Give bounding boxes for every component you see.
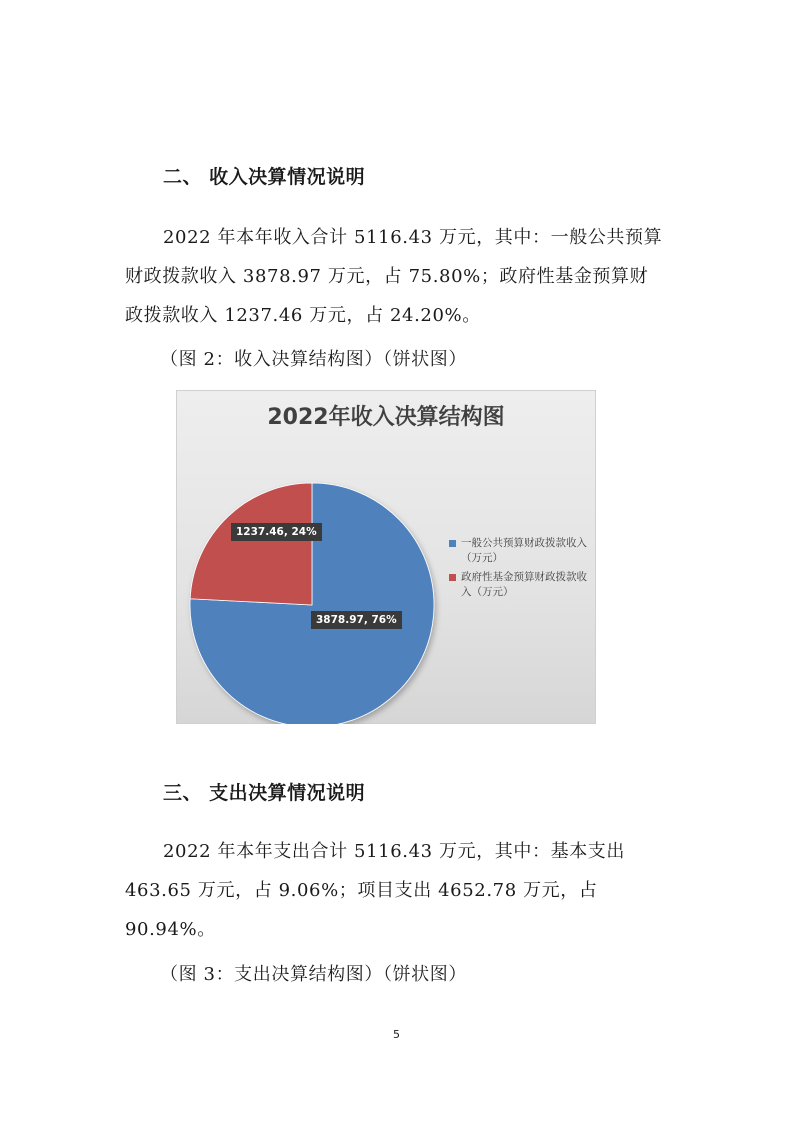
section2-heading: 二、 收入决算情况说明 xyxy=(163,166,366,188)
figure3-caption: （图 3：支出决算结构图）（饼状图） xyxy=(160,964,467,985)
figure2-caption: （图 2：收入决算结构图）（饼状图） xyxy=(160,349,467,370)
section2-paragraph-text: 2022 年本年收入合计 5116.43 万元，其中：一般公共预算财政拨款收入 3878.97 万元，占 75.80%；政府性基金预算财政拨款收入 1237.46 万元，占 24.20%。 xyxy=(125,227,663,326)
legend-swatch-red xyxy=(449,574,456,581)
legend-swatch-blue xyxy=(449,540,456,547)
legend-item-1 xyxy=(449,570,589,600)
legend-label-0: 一般公共预算财政拨款收入（万元） xyxy=(461,537,587,564)
pie-data-label-1: 1237.46, 24% xyxy=(231,523,322,541)
legend-item-0 xyxy=(449,536,589,566)
section3-heading: 三、 支出决算情况说明 xyxy=(163,782,366,804)
chart-legend xyxy=(449,536,589,604)
page-number: 5 xyxy=(393,1028,400,1041)
pie-slice-1 xyxy=(190,483,312,605)
chart-title: 2022年收入决算结构图 xyxy=(267,405,505,430)
section3-paragraph-text: 2022 年本年支出合计 5116.43 万元，其中：基本支出 463.65 万元，占 9.06%；项目支出 4652.78 万元，占 90.94%。 xyxy=(125,841,626,940)
income-pie-chart xyxy=(176,390,596,724)
section2-paragraph xyxy=(125,218,665,335)
pie-data-label-0: 3878.97, 76% xyxy=(311,611,402,629)
section3-paragraph xyxy=(125,832,665,949)
legend-label-1: 政府性基金预算财政拨款收入（万元） xyxy=(461,571,587,598)
